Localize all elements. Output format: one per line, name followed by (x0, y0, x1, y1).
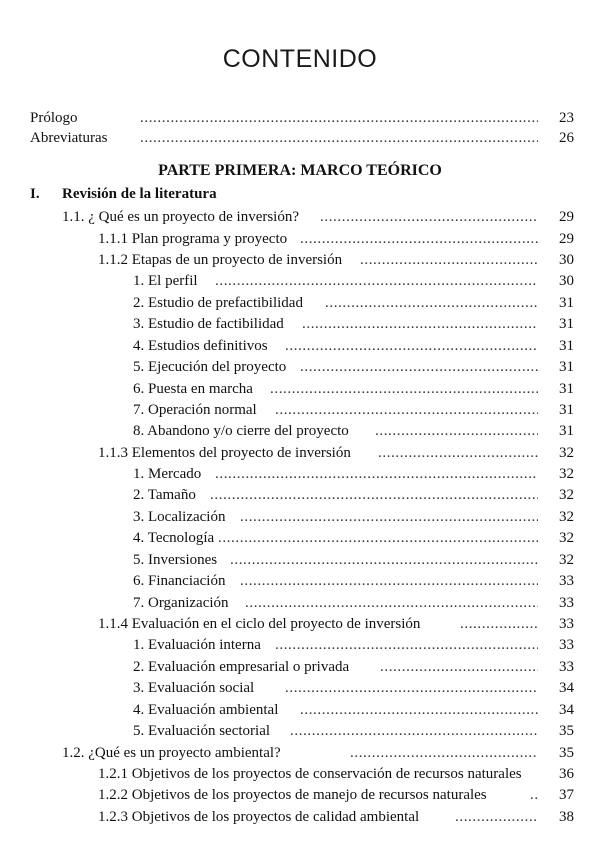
leader-dots (140, 108, 538, 128)
leader-dots (460, 614, 538, 634)
leader-dots (360, 250, 538, 270)
toc-label: 5. Ejecución del proyecto (133, 359, 287, 375)
toc-label: 3. Evaluación social (133, 680, 255, 696)
leader-dots (378, 443, 538, 463)
toc-page: 34 (559, 680, 574, 696)
toc-label: 1.2.2 Objetivos de los proyectos de manejo de recursos naturales (98, 787, 487, 803)
toc-row (0, 721, 600, 741)
toc-row (0, 336, 600, 356)
toc-page: 33 (559, 616, 574, 632)
toc-page: 35 (559, 745, 574, 761)
toc-page: 30 (559, 273, 574, 289)
toc-row (0, 528, 600, 548)
toc-page: 32 (559, 466, 574, 482)
toc-label: 8. Abandono y/o cierre del proyecto (133, 423, 349, 439)
toc-page: 31 (559, 359, 574, 375)
toc-row (0, 379, 600, 399)
toc-row (0, 700, 600, 720)
toc-label: 1. El perfil (133, 273, 198, 289)
toc-row (0, 250, 600, 270)
toc-row (0, 229, 600, 249)
toc-label: 2. Evaluación empresarial o privada (133, 659, 350, 675)
leader-dots (302, 314, 538, 334)
toc-page: 31 (559, 423, 574, 439)
leader-dots (300, 700, 538, 720)
toc-row (0, 657, 600, 677)
leader-dots (300, 357, 538, 377)
toc-label: 1.1.3 Elementos del proyecto de inversión (98, 445, 351, 461)
leader-dots (240, 507, 538, 527)
leader-dots (215, 271, 538, 291)
toc-row (0, 635, 600, 655)
toc-label: 1.2.1 Objetivos de los proyectos de conservación de recursos naturales (98, 766, 522, 782)
toc-page: 33 (559, 573, 574, 589)
toc-row (0, 421, 600, 441)
leader-dots (285, 336, 538, 356)
toc-page: 34 (559, 702, 574, 718)
toc-page: 31 (559, 402, 574, 418)
leader-dots (325, 293, 538, 313)
toc-page: 33 (559, 595, 574, 611)
leader-dots (530, 785, 538, 805)
toc-page: 32 (559, 509, 574, 525)
toc-page: 32 (559, 552, 574, 568)
toc-label: 5. Inversiones (133, 552, 218, 568)
toc-page: 37 (559, 787, 574, 803)
toc-label: 1. Mercado (133, 466, 202, 482)
toc-page: 26 (559, 130, 574, 146)
toc-label: 2. Tamaño (133, 487, 196, 503)
leader-dots (210, 485, 538, 505)
leader-dots (380, 657, 538, 677)
toc-page: 23 (559, 110, 574, 126)
leader-dots (275, 635, 538, 655)
toc-row (0, 443, 600, 463)
page-title: CONTENIDO (222, 45, 378, 73)
toc-page: 29 (559, 231, 574, 247)
toc-row (0, 678, 600, 698)
part-heading: PARTE PRIMERA: MARCO TEÓRICO (158, 162, 442, 179)
toc-page: 35 (559, 723, 574, 739)
toc-row (0, 400, 600, 420)
toc-row (0, 764, 600, 784)
toc-row (0, 571, 600, 591)
toc-label: 4. Evaluación ambiental (133, 702, 279, 718)
toc-label: 5. Evaluación sectorial (133, 723, 271, 739)
toc-row (0, 807, 600, 827)
toc-row (0, 550, 600, 570)
leader-dots (230, 550, 538, 570)
toc-label: Abreviaturas (30, 130, 108, 146)
toc-row (0, 357, 600, 377)
toc-page: 31 (559, 295, 574, 311)
toc-label: 1.1.4 Evaluación en el ciclo del proyecto de inversión (98, 616, 421, 632)
toc-label: 6. Puesta en marcha (133, 381, 253, 397)
toc-label: 3. Estudio de factibilidad (133, 316, 284, 332)
leader-dots (350, 743, 538, 763)
toc-label: 3. Localización (133, 509, 226, 525)
toc-row (0, 614, 600, 634)
toc-row (0, 743, 600, 763)
toc-label: 1. Evaluación interna (133, 637, 261, 653)
toc-label: 4. Tecnología (133, 530, 215, 546)
toc-label: 1.2.3 Objetivos de los proyectos de calidad ambiental (98, 809, 420, 825)
toc-row (0, 207, 600, 227)
toc-page: 30 (559, 252, 574, 268)
leader-dots (300, 229, 538, 249)
toc-row (0, 128, 600, 148)
toc-page: 32 (559, 487, 574, 503)
leader-dots (375, 421, 538, 441)
toc-label: 2. Estudio de prefactibilidad (133, 295, 303, 311)
chapter-title: Revisión de la literatura (62, 186, 217, 202)
leader-dots (215, 464, 538, 484)
leader-dots (218, 528, 538, 548)
leader-dots (285, 678, 538, 698)
toc-row (0, 314, 600, 334)
leader-dots (455, 807, 538, 827)
toc-page: 33 (559, 659, 574, 675)
toc-label: Prólogo (30, 110, 78, 126)
leader-dots (140, 128, 538, 148)
leader-dots (320, 207, 538, 227)
toc-page: 33 (559, 637, 574, 653)
toc-row (0, 293, 600, 313)
toc-label: 1.1.2 Etapas de un proyecto de inversión (98, 252, 343, 268)
toc-label: 1.2. ¿Qué es un proyecto ambiental? (62, 745, 281, 761)
leader-dots (275, 400, 538, 420)
toc-page: 31 (559, 316, 574, 332)
toc-label: 4. Estudios definitivos (133, 338, 268, 354)
toc-label: 1.1.1 Plan programa y proyecto (98, 231, 288, 247)
toc-row (0, 593, 600, 613)
toc-label: 1.1. ¿ Qué es un proyecto de inversión? (62, 209, 300, 225)
toc-row (0, 464, 600, 484)
toc-row (0, 271, 600, 291)
toc-page: 32 (559, 530, 574, 546)
toc-page: 31 (559, 338, 574, 354)
toc-page: 31 (559, 381, 574, 397)
leader-dots (240, 571, 538, 591)
toc-page: 38 (559, 809, 574, 825)
chapter-numeral: I. (30, 186, 40, 202)
toc-row (0, 485, 600, 505)
leader-dots (245, 593, 538, 613)
toc-row (0, 108, 600, 128)
toc-row (0, 785, 600, 805)
toc-page: 29 (559, 209, 574, 225)
toc-label: 7. Operación normal (133, 402, 257, 418)
toc-page: 36 (559, 766, 574, 782)
leader-dots (290, 721, 538, 741)
toc-page: 32 (559, 445, 574, 461)
toc-row (0, 507, 600, 527)
toc-label: 6. Financiación (133, 573, 226, 589)
toc-label: 7. Organización (133, 595, 229, 611)
leader-dots (270, 379, 538, 399)
